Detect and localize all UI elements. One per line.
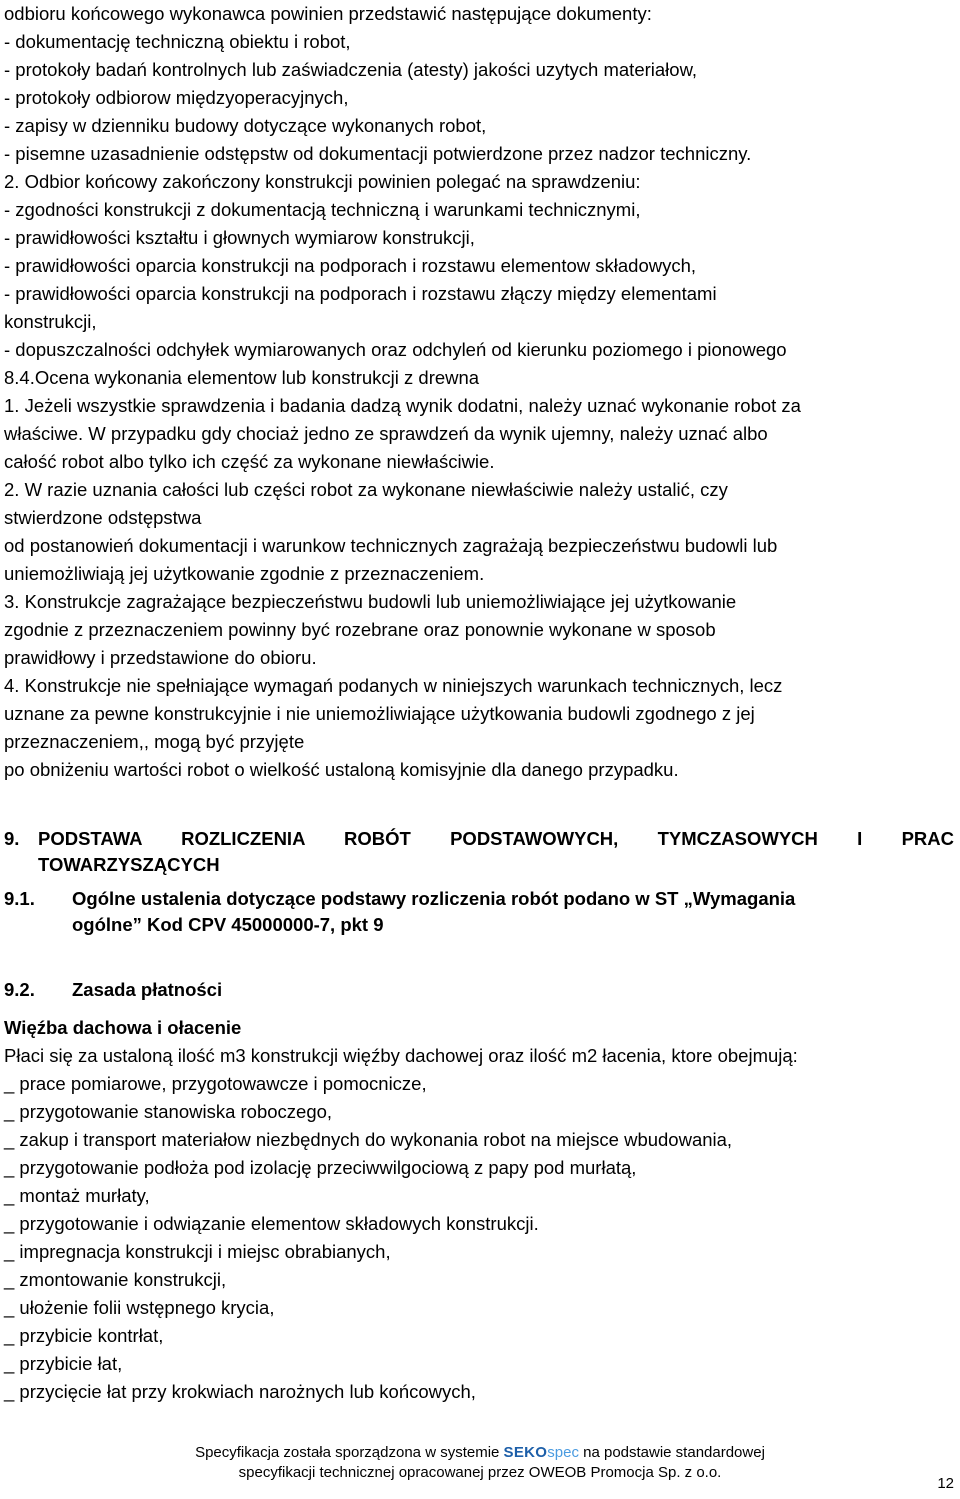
logo-part-spec: spec [547, 1444, 579, 1461]
list-item: _ impregnacja konstrukcji i miejsc obrabianych, [4, 1241, 391, 1262]
section-heading-8-4: 8.4.Ocena wykonania elementow lub konstrukcji z drewna [4, 367, 480, 388]
text-line: - prawidłowości oparcia konstrukcji na podporach i rozstawu złączy między elementami [4, 283, 717, 304]
text-line: - prawidłowości oparcia konstrukcji na podporach i rozstawu elementow składowych, [4, 255, 697, 276]
text-line: 3. Konstrukcje zagrażające bezpieczeństwu budowli lub uniemożliwiające jej użytkowanie [4, 591, 737, 612]
text-line: po obniżeniu wartości robot o wielkość ustaloną komisyjnie dla danego przypadku. [4, 759, 679, 780]
text-line: całość robot albo tylko ich część za wykonane niewłaściwie. [4, 451, 495, 472]
section-title-continuation: ogólne” Kod CPV 45000000-7, pkt 9 [72, 914, 384, 935]
body-text [4, 0, 954, 784]
text-line: 2. W razie uznania całości lub części robot za wykonane niewłaściwie należy ustalić, czy [4, 479, 728, 500]
footer-text: na podstawie standardowej [578, 1444, 765, 1461]
text-line: - zapisy w dzienniku budowy dotyczące wykonanych robot, [4, 115, 487, 136]
logo-part-seko: SEKO [503, 1444, 548, 1461]
footer-text: Specyfikacja została sporządzona w systemie [195, 1444, 504, 1461]
list-item: _ przygotowanie podłoża pod izolację przeciwwilgociową z papy pod murłatą, [4, 1157, 637, 1178]
section-heading-9 [4, 826, 954, 878]
text-line: od postanowień dokumentacji i warunkow technicznych zagrażają bezpieczeństwu budowli lub [4, 535, 778, 556]
text-line: - protokoły badań kontrolnych lub zaświadczenia (atesty) jakości uzytych materiałow, [4, 59, 698, 80]
list-item: _ przygotowanie stanowiska roboczego, [4, 1101, 333, 1122]
section-number: 9.1. [4, 888, 35, 909]
section-number: 9. [4, 828, 20, 849]
text-line: 2. Odbior końcowy zakończony konstrukcji powinien polegać na sprawdzeniu: [4, 171, 641, 192]
footer-line-2: specyfikacji technicznej opracowanej przez OWEOB Promocja Sp. z o.o. [238, 1464, 722, 1481]
list-item: _ zakup i transport materiałow niezbędnych do wykonania robot na miejsce wbudowania, [4, 1129, 733, 1150]
text-line: - dopuszczalności odchyłek wymiarowanych oraz odchyleń od kierunku poziomego i pionowego [4, 339, 787, 360]
section-title: Zasada płatności [72, 979, 223, 1000]
list-item: _ zmontowanie konstrukcji, [4, 1269, 227, 1290]
sekospec-logo [504, 1444, 579, 1461]
text-line: - zgodności konstrukcji z dokumentacją techniczną i warunkami technicznymi, [4, 199, 641, 220]
text-line: uniemożliwiają jej użytkowanie zgodnie z przeznaczeniem. [4, 563, 485, 584]
payment-items-list [4, 1042, 954, 1406]
section-heading-9-2 [4, 977, 954, 1003]
text-line: uznane za pewne konstrukcyjnie i nie uniemożliwiające użytkowania budowli zgodnego z jej [4, 703, 755, 724]
list-item: _ przycięcie łat przy krokwiach narożnych lub końcowych, [4, 1381, 476, 1402]
text-line: - pisemne uzasadnienie odstępstw od dokumentacji potwierdzone przez nadzor techniczny. [4, 143, 752, 164]
section-title: PODSTAWA ROZLICZENIA ROBÓT PODSTAWOWYCH, TYMCZASOWYCH I PRAC [38, 828, 954, 849]
page-number: 12 [937, 1475, 954, 1492]
sub-heading: Więźba dachowa i ołacenie [4, 1017, 242, 1038]
text-line: zgodnie z przeznaczeniem powinny być rozebrane oraz ponownie wykonane w sposob [4, 619, 716, 640]
footer-line-1 [0, 1443, 960, 1463]
list-item: _ prace pomiarowe, przygotowawcze i pomocnicze, [4, 1073, 427, 1094]
text-line: stwierdzone odstępstwa [4, 507, 202, 528]
section-heading-9-1 [4, 886, 954, 938]
list-intro: Płaci się za ustaloną ilość m3 konstrukcji więźby dachowej oraz ilość m2 łacenia, ktore obejmują: [4, 1045, 798, 1066]
list-item: _ ułożenie folii wstępnego krycia, [4, 1297, 275, 1318]
text-line: prawidłowy i przedstawione do obioru. [4, 647, 317, 668]
text-line: 1. Jeżeli wszystkie sprawdzenia i badania dadzą wynik dodatni, należy uznać wykonanie robot za [4, 395, 801, 416]
text-line: - protokoły odbiorow międzyoperacyjnych, [4, 87, 349, 108]
text-line: 4. Konstrukcje nie spełniające wymagań podanych w niniejszych warunkach technicznych, lecz [4, 675, 783, 696]
text-line: przeznaczeniem,, mogą być przyjęte [4, 731, 305, 752]
list-item: _ przygotowanie i odwiązanie elementow składowych konstrukcji. [4, 1213, 539, 1234]
text-line: właściwe. W przypadku gdy chociaż jedno ze sprawdzeń da wynik ujemny, należy uznać albo [4, 423, 768, 444]
text-line: - prawidłowości kształtu i głownych wymiarow konstrukcji, [4, 227, 475, 248]
section-number: 9.2. [4, 979, 35, 1000]
text-line: konstrukcji, [4, 311, 97, 332]
text-line: - dokumentację techniczną obiektu i robot, [4, 31, 351, 52]
section-title-continuation: TOWARZYSZĄCYCH [38, 854, 220, 875]
page-footer [0, 1443, 960, 1483]
text-line: odbioru końcowego wykonawca powinien przedstawić następujące dokumenty: [4, 3, 652, 24]
section-title: Ogólne ustalenia dotyczące podstawy rozliczenia robót podano w ST „Wymagania [72, 888, 796, 909]
list-item: _ przybicie łat, [4, 1353, 123, 1374]
list-item: _ przybicie kontrłat, [4, 1325, 164, 1346]
list-item: _ montaż murłaty, [4, 1185, 150, 1206]
